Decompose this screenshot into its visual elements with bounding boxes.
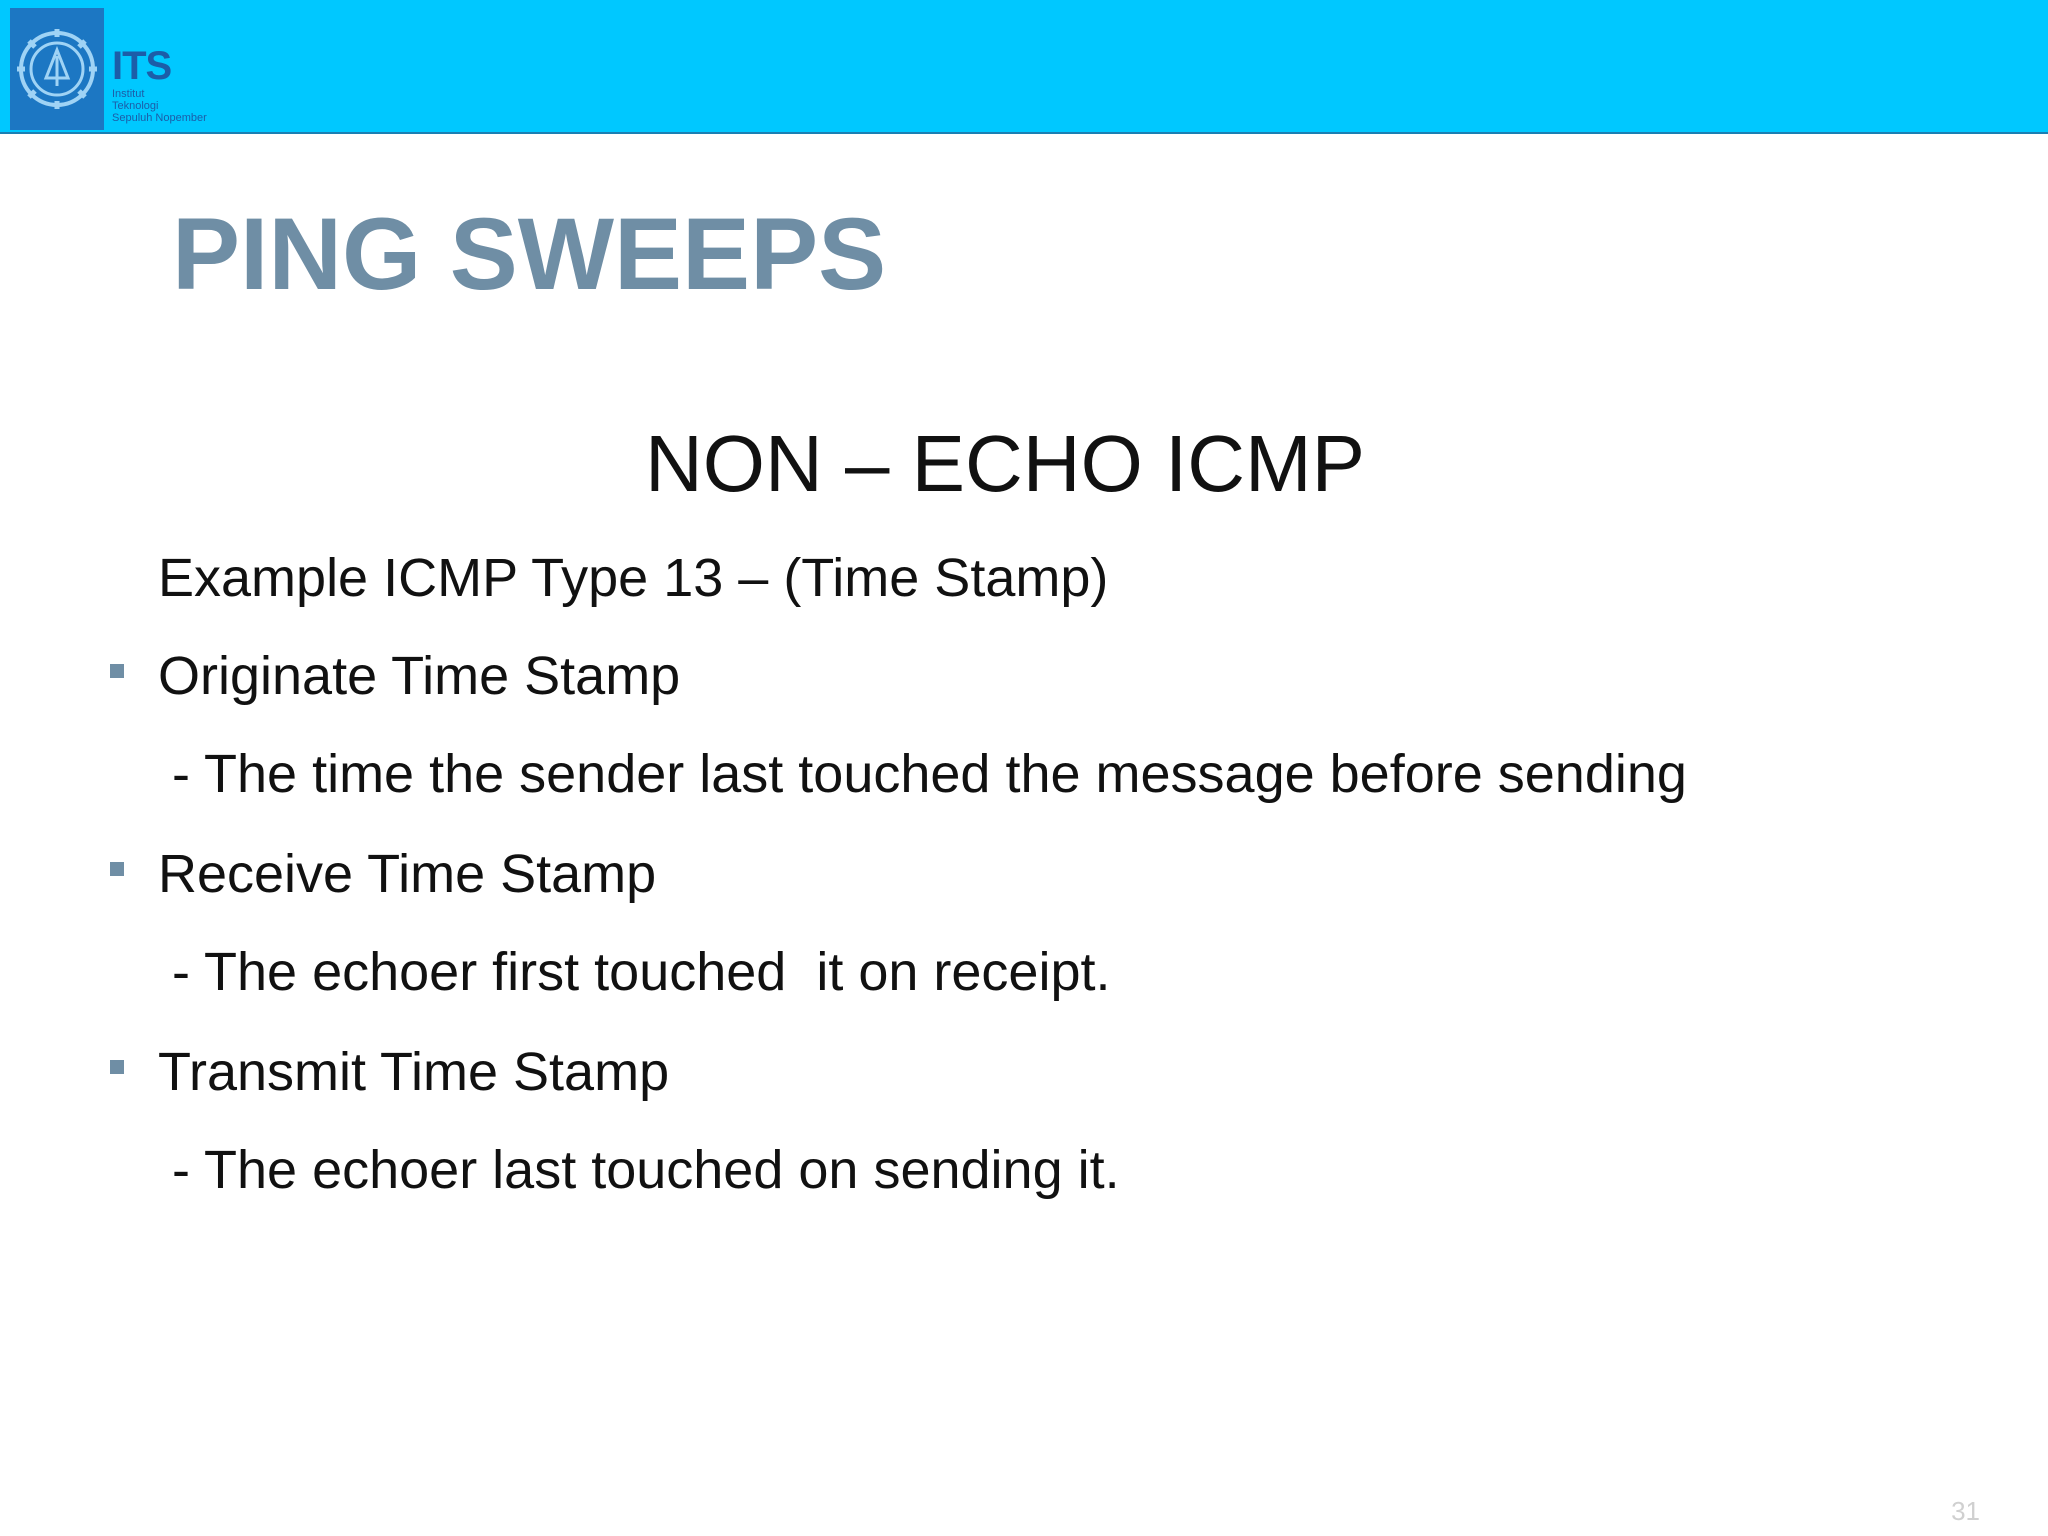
bullet-label: Originate Time Stamp xyxy=(158,646,681,706)
header-bar xyxy=(0,0,2048,134)
bullet-detail: - The echoer last touched on sending it. xyxy=(172,1140,1120,1200)
square-bullet-icon xyxy=(110,862,124,876)
slide-subheading: NON – ECHO ICMP xyxy=(644,419,1366,508)
its-logo xyxy=(10,8,258,130)
logo-name-line: Sepuluh Nopember xyxy=(112,112,207,124)
page-number: 31 xyxy=(1951,1496,1980,1526)
bullet-detail: - The time the sender last touched the message before sending xyxy=(172,744,1687,804)
logo-institution-name xyxy=(112,88,207,124)
square-bullet-icon xyxy=(110,664,124,678)
logo-name-line: Institut xyxy=(112,88,145,100)
intro-line: Example ICMP Type 13 – (Time Stamp) xyxy=(158,548,1109,608)
square-bullet-icon xyxy=(110,1060,124,1074)
its-emblem-icon xyxy=(10,8,104,130)
bullet-label: Receive Time Stamp xyxy=(158,844,657,904)
logo-name-line: Teknologi xyxy=(112,100,159,112)
slide-title: PING SWEEPS xyxy=(172,197,887,311)
bullet-detail: - The echoer first touched it on receipt. xyxy=(172,942,1111,1002)
logo-abbreviation: ITS xyxy=(112,44,172,88)
bullet-label: Transmit Time Stamp xyxy=(158,1042,670,1102)
